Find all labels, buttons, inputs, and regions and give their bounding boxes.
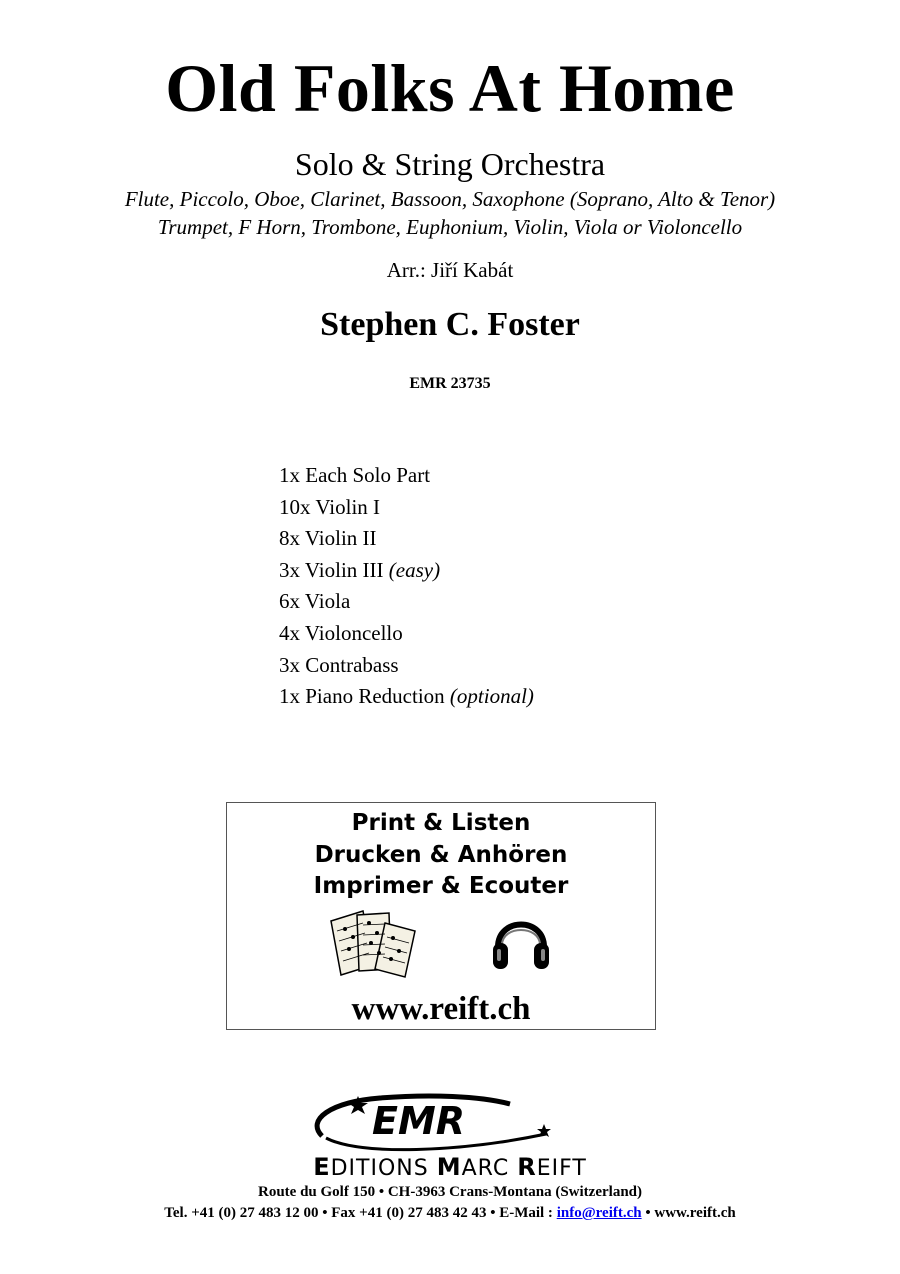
emr-logo (310, 1090, 560, 1156)
part-note: (easy) (388, 557, 441, 582)
part-label: 6x Viola (279, 589, 351, 614)
promo-line-english: Print & Listen (351, 810, 531, 836)
page-title: Old Folks At Home (165, 50, 735, 126)
part-note: (optional) (449, 684, 534, 709)
part-label: 8x Violin II (279, 526, 377, 551)
logo-text: EMR (372, 1099, 466, 1143)
part-label: 10x Violin I (279, 494, 381, 519)
arranger: Arr.: Jiří Kabát (386, 258, 514, 282)
website-link[interactable]: www.reift.ch (351, 991, 531, 1027)
catalog-number: EMR 23735 (409, 375, 491, 392)
publisher-initial: R (517, 1153, 537, 1181)
print-listen-box[interactable] (226, 802, 656, 1030)
part-label: 3x Violin III (279, 557, 384, 582)
promo-line-french: Imprimer & Ecouter (313, 873, 569, 899)
part-item (279, 492, 534, 524)
part-item (279, 555, 534, 587)
part-item (279, 586, 534, 618)
composer: Stephen C. Foster (320, 306, 580, 343)
contact-website: • www.reift.ch (641, 1205, 736, 1221)
publisher-initial: M (436, 1153, 462, 1181)
parts-list (279, 460, 534, 713)
publisher-address: Route du Golf 150 • CH-3963 Crans-Montana (Switzerland) (258, 1184, 642, 1200)
publisher-initial: E (313, 1153, 331, 1181)
part-item (279, 523, 534, 555)
headphones-icon (490, 907, 552, 973)
part-label: 4x Violoncello (279, 620, 403, 645)
email-link[interactable]: info@reift.ch (556, 1205, 642, 1221)
part-label: 1x Each Solo Part (279, 463, 431, 487)
instruments-line-2: Trumpet, F Horn, Trombone, Euphonium, Violin, Viola or Violoncello (157, 215, 743, 239)
part-label: 1x Piano Reduction (279, 684, 445, 709)
part-label: 3x Contrabass (279, 652, 399, 677)
contact-phone-fax: Tel. +41 (0) 27 483 12 00 • Fax +41 (0) 27 483 42 43 • E-Mail : (164, 1205, 557, 1221)
publisher-name (0, 1155, 900, 1181)
promo-line-german: Drucken & Anhören (314, 842, 568, 868)
publisher-name-part: EIFT (536, 1156, 587, 1181)
publisher-contact (0, 1203, 900, 1223)
publisher-name-part: ARC (461, 1156, 518, 1181)
subtitle: Solo & String Orchestra (294, 146, 606, 182)
instruments-line-1: Flute, Piccolo, Oboe, Clarinet, Bassoon, Saxophone (Soprano, Alto & Tenor) (124, 187, 776, 211)
publisher-name-part: DITIONS (330, 1156, 437, 1181)
part-item (279, 618, 534, 650)
part-item (279, 650, 534, 682)
sheet-music-icon (327, 907, 421, 979)
part-item (279, 460, 534, 492)
part-item (279, 681, 534, 713)
